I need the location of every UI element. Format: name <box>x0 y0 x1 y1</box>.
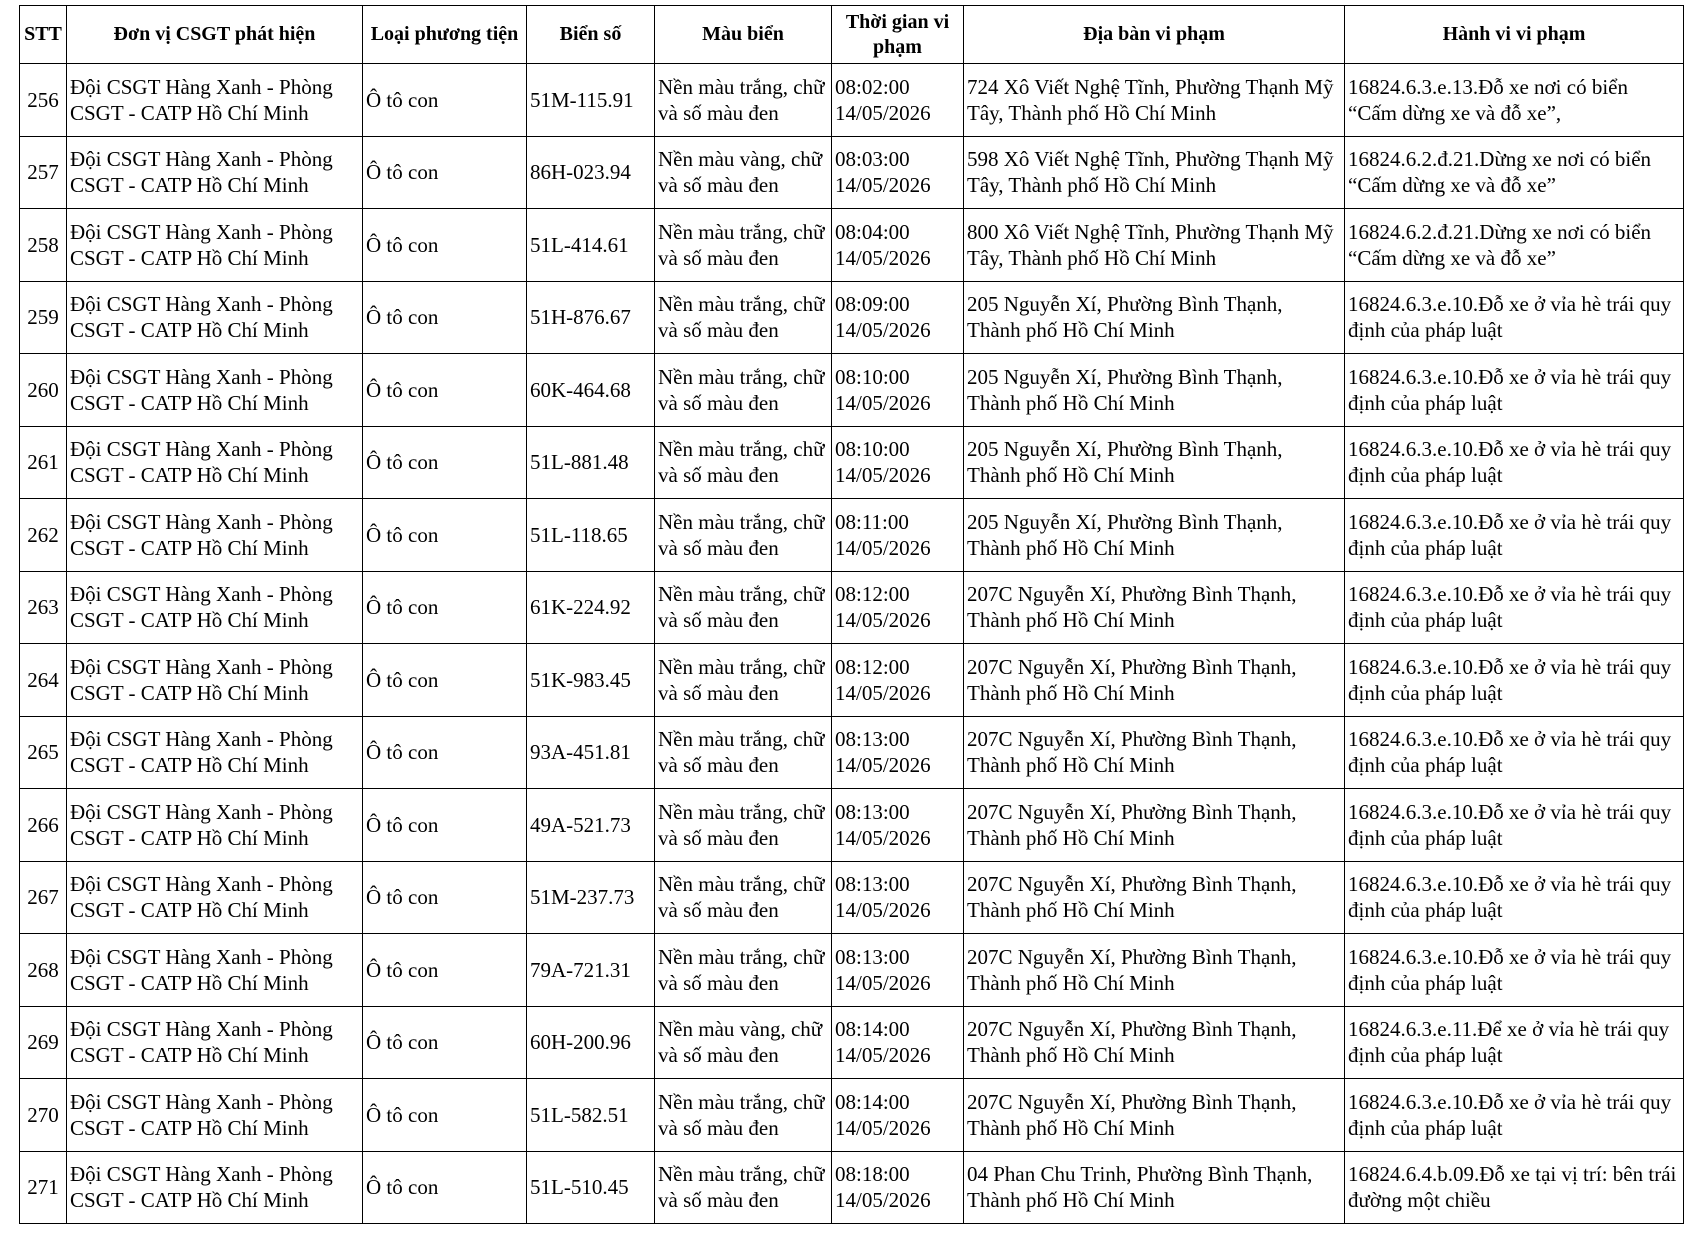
cell-plate: 49A-521.73 <box>527 789 655 862</box>
cell-plate-color: Nền màu trắng, chữ và số màu đen <box>655 209 832 282</box>
cell-time: 08:13:00 14/05/2026 <box>832 716 964 789</box>
cell-violation: 16824.6.3.e.10.Đỗ xe ở vỉa hè trái quy định của pháp luật <box>1345 861 1684 934</box>
cell-unit: Đội CSGT Hàng Xanh - Phòng CSGT - CATP Hồ Chí Minh <box>67 1079 363 1152</box>
header-time: Thời gian vi phạm <box>832 6 964 64</box>
cell-location: 207C Nguyễn Xí, Phường Bình Thạnh, Thành phố Hồ Chí Minh <box>964 1079 1345 1152</box>
cell-time: 08:04:00 14/05/2026 <box>832 209 964 282</box>
cell-plate-color: Nền màu trắng, chữ và số màu đen <box>655 789 832 862</box>
cell-plate: 60H-200.96 <box>527 1006 655 1079</box>
cell-time: 08:02:00 14/05/2026 <box>832 64 964 137</box>
cell-plate-color: Nền màu trắng, chữ và số màu đen <box>655 426 832 499</box>
cell-location: 205 Nguyễn Xí, Phường Bình Thạnh, Thành phố Hồ Chí Minh <box>964 281 1345 354</box>
cell-vehicle: Ô tô con <box>363 209 527 282</box>
cell-vehicle: Ô tô con <box>363 861 527 934</box>
cell-plate: 51L-118.65 <box>527 499 655 572</box>
table-row <box>20 499 1684 572</box>
cell-violation: 16824.6.3.e.10.Đỗ xe ở vỉa hè trái quy định của pháp luật <box>1345 354 1684 427</box>
cell-stt: 270 <box>20 1079 67 1152</box>
cell-violation: 16824.6.3.e.11.Để xe ở vỉa hè trái quy định của pháp luật <box>1345 1006 1684 1079</box>
cell-unit: Đội CSGT Hàng Xanh - Phòng CSGT - CATP Hồ Chí Minh <box>67 934 363 1007</box>
cell-plate: 51M-237.73 <box>527 861 655 934</box>
cell-unit: Đội CSGT Hàng Xanh - Phòng CSGT - CATP Hồ Chí Minh <box>67 644 363 717</box>
header-stt: STT <box>20 6 67 64</box>
cell-violation: 16824.6.3.e.10.Đỗ xe ở vỉa hè trái quy định của pháp luật <box>1345 426 1684 499</box>
cell-unit: Đội CSGT Hàng Xanh - Phòng CSGT - CATP Hồ Chí Minh <box>67 861 363 934</box>
cell-plate: 93A-451.81 <box>527 716 655 789</box>
cell-plate-color: Nền màu trắng, chữ và số màu đen <box>655 1151 832 1224</box>
cell-location: 800 Xô Viết Nghệ Tĩnh, Phường Thạnh Mỹ Tây, Thành phố Hồ Chí Minh <box>964 209 1345 282</box>
cell-unit: Đội CSGT Hàng Xanh - Phòng CSGT - CATP Hồ Chí Minh <box>67 499 363 572</box>
cell-vehicle: Ô tô con <box>363 354 527 427</box>
cell-violation: 16824.6.3.e.10.Đỗ xe ở vỉa hè trái quy định của pháp luật <box>1345 716 1684 789</box>
table-row <box>20 209 1684 282</box>
cell-time: 08:10:00 14/05/2026 <box>832 354 964 427</box>
cell-plate-color: Nền màu trắng, chữ và số màu đen <box>655 1079 832 1152</box>
cell-plate-color: Nền màu trắng, chữ và số màu đen <box>655 934 832 1007</box>
cell-vehicle: Ô tô con <box>363 644 527 717</box>
cell-stt: 258 <box>20 209 67 282</box>
cell-stt: 261 <box>20 426 67 499</box>
table-row <box>20 1151 1684 1224</box>
cell-violation: 16824.6.3.e.10.Đỗ xe ở vỉa hè trái quy định của pháp luật <box>1345 789 1684 862</box>
cell-plate-color: Nền màu trắng, chữ và số màu đen <box>655 281 832 354</box>
cell-stt: 260 <box>20 354 67 427</box>
cell-stt: 265 <box>20 716 67 789</box>
cell-location: 207C Nguyễn Xí, Phường Bình Thạnh, Thành phố Hồ Chí Minh <box>964 716 1345 789</box>
cell-violation: 16824.6.3.e.10.Đỗ xe ở vỉa hè trái quy định của pháp luật <box>1345 571 1684 644</box>
cell-location: 207C Nguyễn Xí, Phường Bình Thạnh, Thành phố Hồ Chí Minh <box>964 571 1345 644</box>
table-body <box>20 64 1684 1224</box>
cell-vehicle: Ô tô con <box>363 136 527 209</box>
cell-vehicle: Ô tô con <box>363 1079 527 1152</box>
cell-stt: 267 <box>20 861 67 934</box>
cell-stt: 256 <box>20 64 67 137</box>
header-location: Địa bàn vi phạm <box>964 6 1345 64</box>
violations-table <box>19 5 1684 1224</box>
cell-stt: 262 <box>20 499 67 572</box>
cell-stt: 259 <box>20 281 67 354</box>
cell-violation: 16824.6.4.b.09.Đỗ xe tại vị trí: bên trái đường một chiều <box>1345 1151 1684 1224</box>
cell-location: 205 Nguyễn Xí, Phường Bình Thạnh, Thành phố Hồ Chí Minh <box>964 499 1345 572</box>
table-row <box>20 644 1684 717</box>
cell-time: 08:11:00 14/05/2026 <box>832 499 964 572</box>
cell-unit: Đội CSGT Hàng Xanh - Phòng CSGT - CATP Hồ Chí Minh <box>67 136 363 209</box>
table-row <box>20 1079 1684 1152</box>
cell-location: 207C Nguyễn Xí, Phường Bình Thạnh, Thành phố Hồ Chí Minh <box>964 861 1345 934</box>
cell-plate-color: Nền màu trắng, chữ và số màu đen <box>655 64 832 137</box>
cell-vehicle: Ô tô con <box>363 281 527 354</box>
cell-stt: 269 <box>20 1006 67 1079</box>
cell-violation: 16824.6.3.e.10.Đỗ xe ở vỉa hè trái quy định của pháp luật <box>1345 499 1684 572</box>
table-row <box>20 571 1684 644</box>
cell-time: 08:13:00 14/05/2026 <box>832 861 964 934</box>
cell-vehicle: Ô tô con <box>363 1006 527 1079</box>
cell-location: 04 Phan Chu Trinh, Phường Bình Thạnh, Thành phố Hồ Chí Minh <box>964 1151 1345 1224</box>
table-row <box>20 136 1684 209</box>
cell-stt: 257 <box>20 136 67 209</box>
cell-time: 08:03:00 14/05/2026 <box>832 136 964 209</box>
cell-plate-color: Nền màu trắng, chữ và số màu đen <box>655 861 832 934</box>
table-row <box>20 354 1684 427</box>
cell-location: 205 Nguyễn Xí, Phường Bình Thạnh, Thành phố Hồ Chí Minh <box>964 426 1345 499</box>
cell-stt: 268 <box>20 934 67 1007</box>
table-row <box>20 426 1684 499</box>
cell-vehicle: Ô tô con <box>363 499 527 572</box>
cell-plate: 51L-414.61 <box>527 209 655 282</box>
cell-violation: 16824.6.2.đ.21.Dừng xe nơi có biển “Cấm dừng xe và đỗ xe” <box>1345 209 1684 282</box>
cell-vehicle: Ô tô con <box>363 426 527 499</box>
cell-plate-color: Nền màu trắng, chữ và số màu đen <box>655 644 832 717</box>
cell-time: 08:12:00 14/05/2026 <box>832 644 964 717</box>
cell-plate-color: Nền màu trắng, chữ và số màu đen <box>655 354 832 427</box>
cell-time: 08:14:00 14/05/2026 <box>832 1079 964 1152</box>
cell-violation: 16824.6.3.e.10.Đỗ xe ở vỉa hè trái quy định của pháp luật <box>1345 644 1684 717</box>
table-row <box>20 1006 1684 1079</box>
cell-violation: 16824.6.2.đ.21.Dừng xe nơi có biển “Cấm dừng xe và đỗ xe” <box>1345 136 1684 209</box>
cell-plate-color: Nền màu trắng, chữ và số màu đen <box>655 499 832 572</box>
cell-time: 08:13:00 14/05/2026 <box>832 789 964 862</box>
cell-time: 08:14:00 14/05/2026 <box>832 1006 964 1079</box>
cell-location: 205 Nguyễn Xí, Phường Bình Thạnh, Thành phố Hồ Chí Minh <box>964 354 1345 427</box>
cell-plate-color: Nền màu trắng, chữ và số màu đen <box>655 716 832 789</box>
cell-location: 207C Nguyễn Xí, Phường Bình Thạnh, Thành phố Hồ Chí Minh <box>964 644 1345 717</box>
table-row <box>20 861 1684 934</box>
cell-location: 598 Xô Viết Nghệ Tĩnh, Phường Thạnh Mỹ Tây, Thành phố Hồ Chí Minh <box>964 136 1345 209</box>
cell-unit: Đội CSGT Hàng Xanh - Phòng CSGT - CATP Hồ Chí Minh <box>67 1006 363 1079</box>
cell-time: 08:13:00 14/05/2026 <box>832 934 964 1007</box>
cell-vehicle: Ô tô con <box>363 1151 527 1224</box>
cell-plate: 51H-876.67 <box>527 281 655 354</box>
cell-location: 207C Nguyễn Xí, Phường Bình Thạnh, Thành phố Hồ Chí Minh <box>964 934 1345 1007</box>
cell-unit: Đội CSGT Hàng Xanh - Phòng CSGT - CATP Hồ Chí Minh <box>67 789 363 862</box>
cell-violation: 16824.6.3.e.10.Đỗ xe ở vỉa hè trái quy định của pháp luật <box>1345 281 1684 354</box>
cell-unit: Đội CSGT Hàng Xanh - Phòng CSGT - CATP Hồ Chí Minh <box>67 64 363 137</box>
table-row <box>20 716 1684 789</box>
cell-time: 08:09:00 14/05/2026 <box>832 281 964 354</box>
cell-stt: 263 <box>20 571 67 644</box>
cell-location: 207C Nguyễn Xí, Phường Bình Thạnh, Thành phố Hồ Chí Minh <box>964 1006 1345 1079</box>
cell-time: 08:12:00 14/05/2026 <box>832 571 964 644</box>
cell-plate: 51M-115.91 <box>527 64 655 137</box>
cell-unit: Đội CSGT Hàng Xanh - Phòng CSGT - CATP Hồ Chí Minh <box>67 716 363 789</box>
cell-plate: 51L-582.51 <box>527 1079 655 1152</box>
cell-unit: Đội CSGT Hàng Xanh - Phòng CSGT - CATP Hồ Chí Minh <box>67 281 363 354</box>
cell-plate-color: Nền màu vàng, chữ và số màu đen <box>655 136 832 209</box>
table-row <box>20 281 1684 354</box>
cell-plate-color: Nền màu vàng, chữ và số màu đen <box>655 1006 832 1079</box>
cell-vehicle: Ô tô con <box>363 716 527 789</box>
header-vehicle: Loại phương tiện <box>363 6 527 64</box>
cell-plate: 61K-224.92 <box>527 571 655 644</box>
cell-plate: 51K-983.45 <box>527 644 655 717</box>
cell-plate: 51L-510.45 <box>527 1151 655 1224</box>
cell-violation: 16824.6.3.e.10.Đỗ xe ở vỉa hè trái quy định của pháp luật <box>1345 934 1684 1007</box>
cell-plate: 86H-023.94 <box>527 136 655 209</box>
cell-unit: Đội CSGT Hàng Xanh - Phòng CSGT - CATP Hồ Chí Minh <box>67 354 363 427</box>
header-plate-color: Màu biển <box>655 6 832 64</box>
table-row <box>20 934 1684 1007</box>
cell-plate-color: Nền màu trắng, chữ và số màu đen <box>655 571 832 644</box>
cell-unit: Đội CSGT Hàng Xanh - Phòng CSGT - CATP Hồ Chí Minh <box>67 571 363 644</box>
cell-location: 724 Xô Viết Nghệ Tĩnh, Phường Thạnh Mỹ Tây, Thành phố Hồ Chí Minh <box>964 64 1345 137</box>
cell-stt: 266 <box>20 789 67 862</box>
cell-plate: 60K-464.68 <box>527 354 655 427</box>
header-unit: Đơn vị CSGT phát hiện <box>67 6 363 64</box>
cell-violation: 16824.6.3.e.10.Đỗ xe ở vỉa hè trái quy định của pháp luật <box>1345 1079 1684 1152</box>
cell-vehicle: Ô tô con <box>363 789 527 862</box>
cell-vehicle: Ô tô con <box>363 64 527 137</box>
table-row <box>20 789 1684 862</box>
cell-stt: 271 <box>20 1151 67 1224</box>
cell-plate: 79A-721.31 <box>527 934 655 1007</box>
cell-time: 08:18:00 14/05/2026 <box>832 1151 964 1224</box>
cell-stt: 264 <box>20 644 67 717</box>
header-violation: Hành vi vi phạm <box>1345 6 1684 64</box>
cell-location: 207C Nguyễn Xí, Phường Bình Thạnh, Thành phố Hồ Chí Minh <box>964 789 1345 862</box>
cell-plate: 51L-881.48 <box>527 426 655 499</box>
header-row <box>20 6 1684 64</box>
cell-unit: Đội CSGT Hàng Xanh - Phòng CSGT - CATP Hồ Chí Minh <box>67 426 363 499</box>
cell-unit: Đội CSGT Hàng Xanh - Phòng CSGT - CATP Hồ Chí Minh <box>67 209 363 282</box>
cell-time: 08:10:00 14/05/2026 <box>832 426 964 499</box>
header-plate: Biển số <box>527 6 655 64</box>
cell-violation: 16824.6.3.e.13.Đỗ xe nơi có biển “Cấm dừng xe và đỗ xe”, <box>1345 64 1684 137</box>
cell-vehicle: Ô tô con <box>363 934 527 1007</box>
cell-vehicle: Ô tô con <box>363 571 527 644</box>
table-row <box>20 64 1684 137</box>
cell-unit: Đội CSGT Hàng Xanh - Phòng CSGT - CATP Hồ Chí Minh <box>67 1151 363 1224</box>
